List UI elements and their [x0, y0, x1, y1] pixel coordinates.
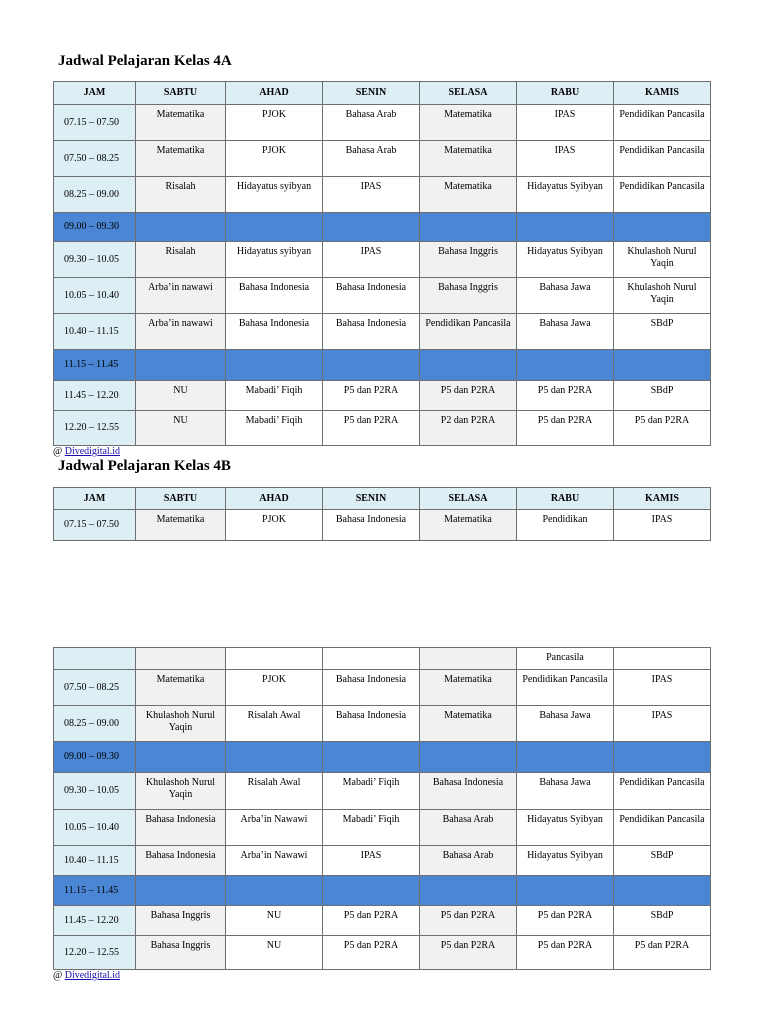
- subject-cell: [226, 742, 323, 773]
- subject-cell: Hidayatus Syibyan: [517, 810, 614, 846]
- subject-cell: Bahasa Arab: [323, 141, 420, 177]
- column-header: SABTU: [136, 488, 226, 510]
- credit-link[interactable]: Divedigital.id: [64, 446, 120, 457]
- subject-cell: Hidayatus Syibyan: [517, 177, 614, 213]
- subject-cell: IPAS: [614, 706, 711, 742]
- subject-cell: [614, 876, 711, 906]
- time-cell: 09.00 – 09.30: [54, 742, 136, 773]
- subject-cell: P5 dan P2RA: [323, 906, 420, 936]
- subject-cell: Pendidikan Pancasila: [517, 670, 614, 706]
- time-cell: 07.50 – 08.25: [54, 670, 136, 706]
- subject-cell: P5 dan P2RA: [614, 936, 711, 970]
- subject-cell: Bahasa Indonesia: [323, 278, 420, 314]
- subject-cell: [614, 742, 711, 773]
- subject-cell: Matematika: [136, 510, 226, 541]
- break-row: [54, 876, 711, 906]
- subject-cell: [136, 648, 226, 670]
- time-cell: 12.20 – 12.55: [54, 936, 136, 970]
- subject-cell: Risalah Awal: [226, 773, 323, 810]
- subject-cell: IPAS: [614, 670, 711, 706]
- table-row: [54, 141, 711, 177]
- time-cell: 11.45 – 12.20: [54, 381, 136, 411]
- subject-cell: Pendidikan Pancasila: [614, 141, 711, 177]
- subject-cell: SBdP: [614, 314, 711, 350]
- subject-cell: IPAS: [517, 141, 614, 177]
- column-header: RABU: [517, 488, 614, 510]
- credit-4a: [53, 446, 120, 457]
- title-kelas-4b: Jadwal Pelajaran Kelas 4B: [58, 458, 231, 474]
- subject-cell: Bahasa Inggris: [136, 936, 226, 970]
- subject-cell: Khulashoh Nurul Yaqin: [614, 242, 711, 278]
- subject-cell: Pendidikan Pancasila: [614, 773, 711, 810]
- time-cell: 08.25 – 09.00: [54, 706, 136, 742]
- table-row: [54, 242, 711, 278]
- time-cell: 07.15 – 07.50: [54, 105, 136, 141]
- subject-cell: Arba’in nawawi: [136, 314, 226, 350]
- subject-cell: NU: [226, 936, 323, 970]
- table-row: [54, 648, 711, 670]
- subject-cell: Bahasa Arab: [323, 105, 420, 141]
- subject-cell: PJOK: [226, 105, 323, 141]
- table-row: [54, 773, 711, 810]
- title-kelas-4a: Jadwal Pelajaran Kelas 4A: [58, 53, 232, 69]
- subject-cell: Bahasa Indonesia: [323, 314, 420, 350]
- subject-cell: SBdP: [614, 906, 711, 936]
- subject-cell: [323, 213, 420, 242]
- credit-prefix: @: [53, 446, 65, 457]
- subject-cell: PJOK: [226, 510, 323, 541]
- subject-cell: Bahasa Jawa: [517, 773, 614, 810]
- time-cell: 07.50 – 08.25: [54, 141, 136, 177]
- subject-cell: Mabadi’ Fiqih: [323, 773, 420, 810]
- column-header: AHAD: [226, 82, 323, 105]
- table-row: [54, 706, 711, 742]
- subject-cell: Matematika: [420, 105, 517, 141]
- time-cell: 08.25 – 09.00: [54, 177, 136, 213]
- subject-cell: Bahasa Indonesia: [136, 846, 226, 876]
- subject-cell: Pendidikan Pancasila: [614, 810, 711, 846]
- subject-cell: [136, 742, 226, 773]
- subject-cell: Hidayatus syibyan: [226, 177, 323, 213]
- subject-cell: Risalah Awal: [226, 706, 323, 742]
- subject-cell: SBdP: [614, 846, 711, 876]
- subject-cell: Matematika: [136, 670, 226, 706]
- column-header: SENIN: [323, 488, 420, 510]
- time-cell: 10.05 – 10.40: [54, 278, 136, 314]
- subject-cell: PJOK: [226, 141, 323, 177]
- subject-cell: Bahasa Indonesia: [226, 314, 323, 350]
- subject-cell: [420, 876, 517, 906]
- subject-cell: Bahasa Jawa: [517, 706, 614, 742]
- column-header: RABU: [517, 82, 614, 105]
- subject-cell: Mabadi’ Fiqih: [226, 381, 323, 411]
- time-cell: 09.30 – 10.05: [54, 242, 136, 278]
- subject-cell: [226, 648, 323, 670]
- subject-cell: P5 dan P2RA: [517, 411, 614, 446]
- subject-cell: Bahasa Arab: [420, 846, 517, 876]
- table-row: [54, 906, 711, 936]
- subject-cell: [226, 876, 323, 906]
- subject-cell: SBdP: [614, 381, 711, 411]
- subject-cell: P5 dan P2RA: [517, 906, 614, 936]
- subject-cell: [420, 648, 517, 670]
- subject-cell: [614, 648, 711, 670]
- subject-cell: [323, 876, 420, 906]
- subject-cell: Khulashoh Nurul Yaqin: [136, 773, 226, 810]
- credit-prefix: @: [53, 970, 65, 981]
- subject-cell: Bahasa Jawa: [517, 314, 614, 350]
- subject-cell: IPAS: [323, 242, 420, 278]
- subject-cell: Bahasa Indonesia: [323, 510, 420, 541]
- subject-cell: NU: [226, 906, 323, 936]
- subject-cell: [323, 350, 420, 381]
- column-header: KAMIS: [614, 82, 711, 105]
- table-row: [54, 510, 711, 541]
- time-cell: 07.15 – 07.50: [54, 510, 136, 541]
- subject-cell: P5 dan P2RA: [323, 381, 420, 411]
- column-header: KAMIS: [614, 488, 711, 510]
- subject-cell: P5 dan P2RA: [517, 381, 614, 411]
- subject-cell: [226, 213, 323, 242]
- time-cell: 10.05 – 10.40: [54, 810, 136, 846]
- time-cell: 09.30 – 10.05: [54, 773, 136, 810]
- subject-cell: Bahasa Arab: [420, 810, 517, 846]
- subject-cell: Hidayatus syibyan: [226, 242, 323, 278]
- table-row: [54, 314, 711, 350]
- subject-cell: [226, 350, 323, 381]
- subject-cell: P5 dan P2RA: [420, 906, 517, 936]
- subject-cell: Pendidikan Pancasila: [614, 105, 711, 141]
- subject-cell: Matematika: [136, 105, 226, 141]
- subject-cell: [136, 350, 226, 381]
- subject-cell: [517, 742, 614, 773]
- subject-cell: IPAS: [323, 846, 420, 876]
- column-header: SABTU: [136, 82, 226, 105]
- subject-cell: [136, 213, 226, 242]
- subject-cell: Matematika: [420, 706, 517, 742]
- subject-cell: [323, 742, 420, 773]
- subject-cell: Mabadi’ Fiqih: [323, 810, 420, 846]
- schedule-table-4b-part2: [53, 647, 711, 970]
- subject-cell: Bahasa Indonesia: [420, 773, 517, 810]
- subject-cell: Arba’in Nawawi: [226, 846, 323, 876]
- subject-cell: [517, 213, 614, 242]
- time-cell: 10.40 – 11.15: [54, 314, 136, 350]
- subject-cell: [517, 350, 614, 381]
- subject-cell: Khulashoh Nurul Yaqin: [136, 706, 226, 742]
- schedule-table-4b-part1: [53, 487, 711, 541]
- table-row: [54, 411, 711, 446]
- subject-cell: IPAS: [323, 177, 420, 213]
- subject-cell: Risalah: [136, 242, 226, 278]
- subject-cell: [323, 648, 420, 670]
- subject-cell: Bahasa Indonesia: [323, 706, 420, 742]
- subject-cell: P5 dan P2RA: [614, 411, 711, 446]
- subject-cell: Matematika: [136, 141, 226, 177]
- subject-cell: Bahasa Inggris: [136, 906, 226, 936]
- subject-cell: NU: [136, 381, 226, 411]
- subject-cell: Risalah: [136, 177, 226, 213]
- subject-cell: Bahasa Indonesia: [226, 278, 323, 314]
- table-row: [54, 810, 711, 846]
- subject-cell: Mabadi’ Fiqih: [226, 411, 323, 446]
- schedule-table-4a: [53, 81, 711, 446]
- table-row: [54, 846, 711, 876]
- table-row: [54, 936, 711, 970]
- column-header: AHAD: [226, 488, 323, 510]
- subject-cell: Pendidikan Pancasila: [420, 314, 517, 350]
- subject-cell: NU: [136, 411, 226, 446]
- table-row: [54, 177, 711, 213]
- subject-cell: Matematika: [420, 177, 517, 213]
- column-header: SELASA: [420, 488, 517, 510]
- subject-cell: IPAS: [517, 105, 614, 141]
- subject-cell: IPAS: [614, 510, 711, 541]
- column-header: SELASA: [420, 82, 517, 105]
- break-row: [54, 350, 711, 381]
- subject-cell: [420, 350, 517, 381]
- time-cell: [54, 648, 136, 670]
- subject-cell: P5 dan P2RA: [517, 936, 614, 970]
- column-header: JAM: [54, 488, 136, 510]
- subject-cell: Matematika: [420, 141, 517, 177]
- subject-cell: [614, 213, 711, 242]
- time-cell: 11.15 – 11.45: [54, 876, 136, 906]
- subject-cell: Bahasa Inggris: [420, 278, 517, 314]
- column-header: JAM: [54, 82, 136, 105]
- subject-cell: [136, 876, 226, 906]
- time-cell: 12.20 – 12.55: [54, 411, 136, 446]
- subject-cell: Matematika: [420, 670, 517, 706]
- break-row: [54, 213, 711, 242]
- table-row: [54, 105, 711, 141]
- subject-cell: Pendidikan: [517, 510, 614, 541]
- break-row: [54, 742, 711, 773]
- subject-cell: [420, 213, 517, 242]
- subject-cell: Bahasa Jawa: [517, 278, 614, 314]
- subject-cell: [614, 350, 711, 381]
- subject-cell: P5 dan P2RA: [323, 411, 420, 446]
- subject-cell: P2 dan P2RA: [420, 411, 517, 446]
- subject-cell: [517, 876, 614, 906]
- subject-cell: P5 dan P2RA: [420, 381, 517, 411]
- subject-cell: Bahasa Indonesia: [323, 670, 420, 706]
- subject-cell: Matematika: [420, 510, 517, 541]
- time-cell: 10.40 – 11.15: [54, 846, 136, 876]
- subject-cell: P5 dan P2RA: [323, 936, 420, 970]
- table-row: [54, 381, 711, 411]
- subject-cell: Khulashoh Nurul Yaqin: [614, 278, 711, 314]
- time-cell: 11.15 – 11.45: [54, 350, 136, 381]
- subject-cell: Pancasila: [517, 648, 614, 670]
- subject-cell: Hidayatus Syibyan: [517, 846, 614, 876]
- subject-cell: Pendidikan Pancasila: [614, 177, 711, 213]
- subject-cell: P5 dan P2RA: [420, 936, 517, 970]
- subject-cell: Arba’in Nawawi: [226, 810, 323, 846]
- subject-cell: Bahasa Inggris: [420, 242, 517, 278]
- subject-cell: Hidayatus Syibyan: [517, 242, 614, 278]
- subject-cell: Arba’in nawawi: [136, 278, 226, 314]
- subject-cell: Bahasa Indonesia: [136, 810, 226, 846]
- credit-4b: [53, 970, 120, 981]
- time-cell: 11.45 – 12.20: [54, 906, 136, 936]
- credit-link[interactable]: Divedigital.id: [64, 970, 120, 981]
- time-cell: 09.00 – 09.30: [54, 213, 136, 242]
- subject-cell: PJOK: [226, 670, 323, 706]
- column-header: SENIN: [323, 82, 420, 105]
- subject-cell: [420, 742, 517, 773]
- table-row: [54, 670, 711, 706]
- table-row: [54, 278, 711, 314]
